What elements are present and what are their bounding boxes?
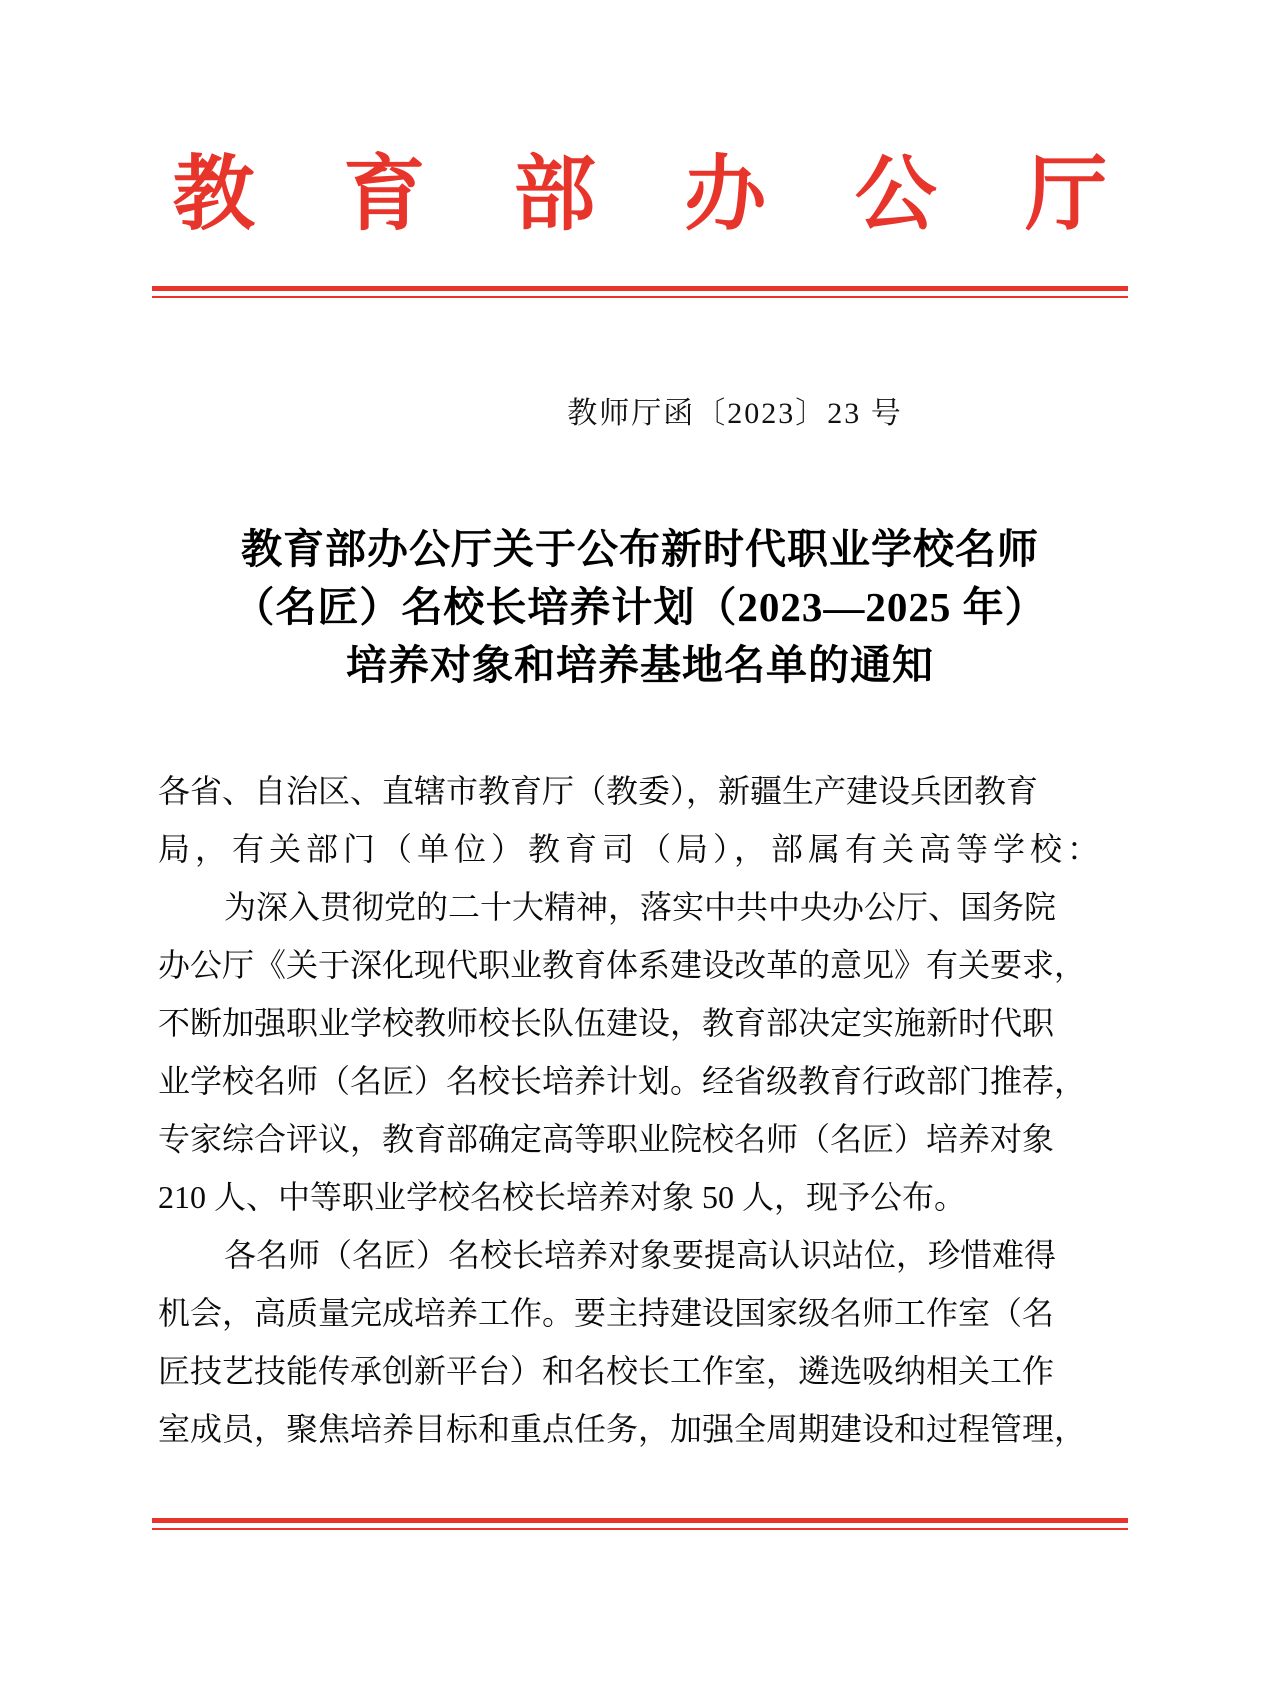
title-line-2: （名匠）名校长培养计划（2023—2025 年） (233, 584, 1047, 630)
paragraph-2-line-3: 匠技艺技能传承创新平台）和名校长工作室，遴选吸纳相关工作 (158, 1353, 1055, 1389)
document-number-text: 教师厅函〔2023〕23 号 (567, 397, 903, 430)
paragraph-1-line-3: 不断加强职业学校教师校长队伍建设，教育部决定实施新时代职 (158, 1005, 1055, 1041)
letterhead (0, 149, 1280, 240)
bottom-rule-thin (152, 1528, 1128, 1530)
title-line-3: 培养对象和培养基地名单的通知 (346, 642, 934, 688)
paragraph-1-line-4: 业学校名师（名匠）名校长培养计划。经省级教育行政部门推荐， (158, 1063, 1087, 1099)
top-rule-thick (152, 286, 1128, 291)
letterhead-title: 教 育 部 办 公 厅 (172, 149, 1142, 240)
document-title (150, 520, 1130, 694)
paragraph-1-line-2: 办公厅《关于深化现代职业教育体系建设改革的意见》有关要求， (158, 947, 1087, 983)
document-body (158, 762, 1105, 1458)
bottom-rule-thick (152, 1518, 1128, 1523)
recipient-line-1 (158, 762, 1054, 820)
bottom-red-divider (152, 1518, 1128, 1530)
paragraph-1-line-6: 210 人、中等职业学校名校长培养对象 50 人，现予公布。 (158, 1179, 967, 1215)
document-number (0, 388, 1280, 432)
paragraph-2-line-2: 机会，高质量完成培养工作。要主持建设国家级名师工作室（名 (158, 1295, 1055, 1331)
paragraph-2-line-1: 各名师（名匠）名校长培养对象要提高认识站位，珍惜难得 (224, 1237, 1057, 1273)
paragraph-1-line-1: 为深入贯彻党的二十大精神，落实中共中央办公厅、国务院 (224, 889, 1057, 925)
paragraph-1-line-5: 专家综合评议，教育部确定高等职业院校名师（名匠）培养对象 (158, 1121, 1055, 1157)
recipient-line-2: 局，有关部门（单位）教育司（局），部属有关高等学校： (158, 831, 1105, 867)
top-red-divider (152, 286, 1128, 298)
recipient-line-1-text: 各省、自治区、直辖市教育厅（教委），新疆生产建设兵团教育 (158, 773, 1039, 809)
title-line-1: 教育部办公厅关于公布新时代职业学校名师 (241, 526, 1039, 572)
paragraph-2-line-4: 室成员，聚焦培养目标和重点任务，加强全周期建设和过程管理， (158, 1411, 1087, 1447)
top-rule-thin (152, 296, 1128, 298)
